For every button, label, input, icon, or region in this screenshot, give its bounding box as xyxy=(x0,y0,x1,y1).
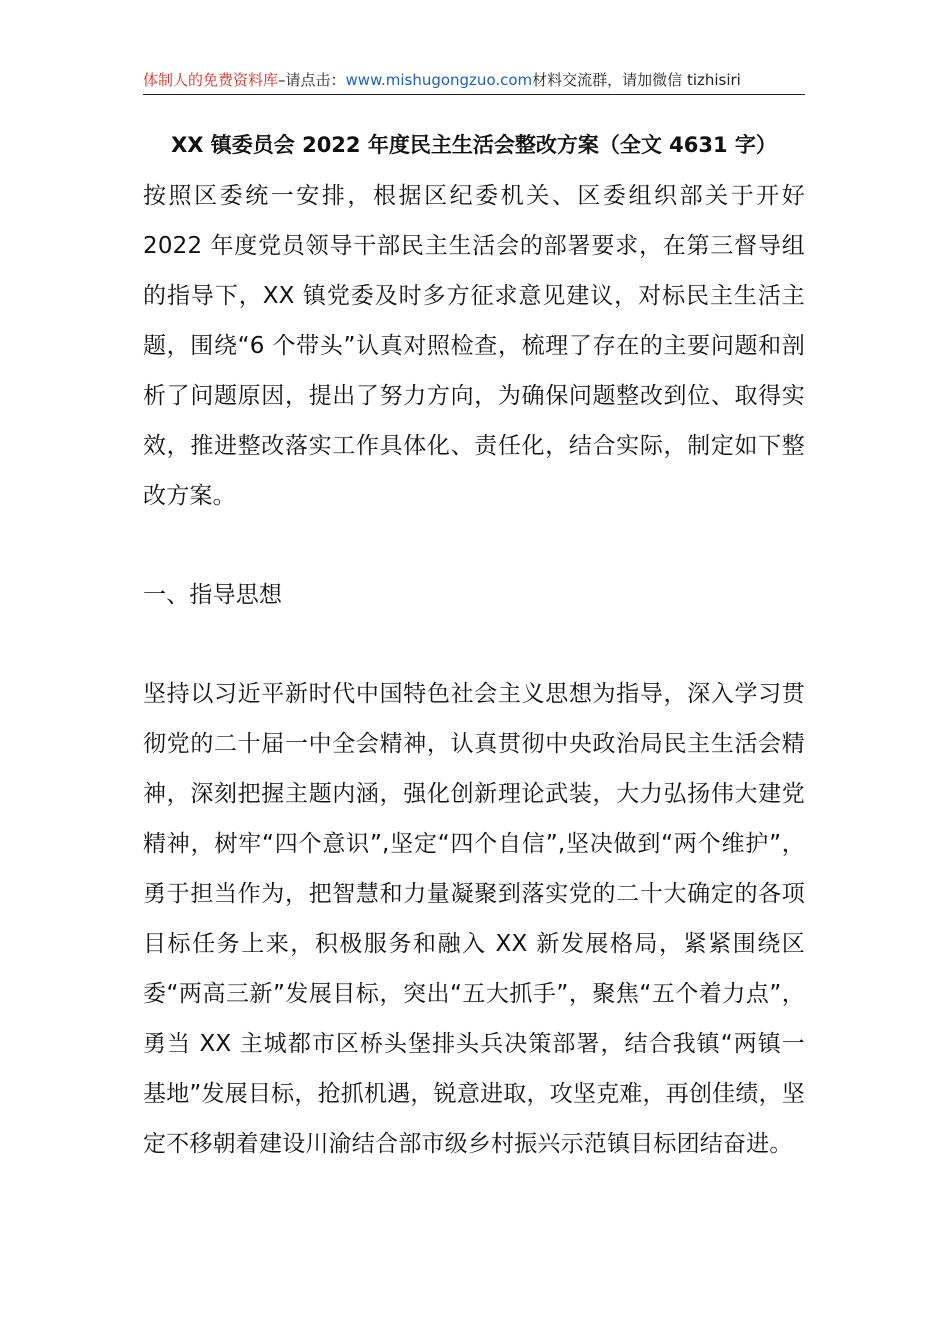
document-title: XX 镇委员会 2022 年度民主生活会整改方案（全文 4631 字） xyxy=(171,133,777,157)
header-brand: 体制人的免费资料库 xyxy=(143,71,279,89)
page-header xyxy=(143,66,805,95)
intro-paragraph: 按照区委统一安排，根据区纪委机关、区委组织部关于开好 2022 年度党员领导干部民主生活会的部署要求，在第三督导组的指导下，XX 镇党委及时多方征求意见建议，对标民主生活主题，围绕“6 个带头”认真对照检查，梳理了存在的主要问题和剖析了问题原因，提出了努力方向，为确保问题整改到位、取得实效，推进整改落实工作具体化、责任化，结合实际，制定如下整改方案。 xyxy=(143,183,805,509)
section-body-paragraph: 坚持以习近平新时代中国特色社会主义思想为指导，深入学习贯彻党的二十届一中全会精神，认真贯彻中央政治局民主生活会精神，深刻把握主题内涵，强化创新理论武装，大力弘扬伟大建党精神，树牢“四个意识”,坚定“四个自信”,坚决做到“两个维护”，勇于担当作为，把智慧和力量凝聚到落实党的二十大确定的各项目标任务上来，积极服务和融入 XX 新发展格局，紧紧围绕区委“两高三新”发展目标，突出“五大抓手”，聚焦“五个着力点”，勇当 XX 主城都市区桥头堡排头兵决策部署，结合我镇“两镇一基地”发展目标，抢抓机遇，锐意进取，攻坚克难，再创佳绩，坚定不移朝着建设川渝结合部市级乡村振兴示范镇目标团结奋进。 xyxy=(143,681,805,1157)
header-contact-text: 材料交流群，请加微信 tizhisiri xyxy=(532,71,741,89)
header-prompt: –请点击： xyxy=(278,71,346,89)
header-site-link[interactable]: www.mishugongzuo.com xyxy=(345,71,533,89)
section-heading: 一、指导思想 xyxy=(143,582,283,608)
